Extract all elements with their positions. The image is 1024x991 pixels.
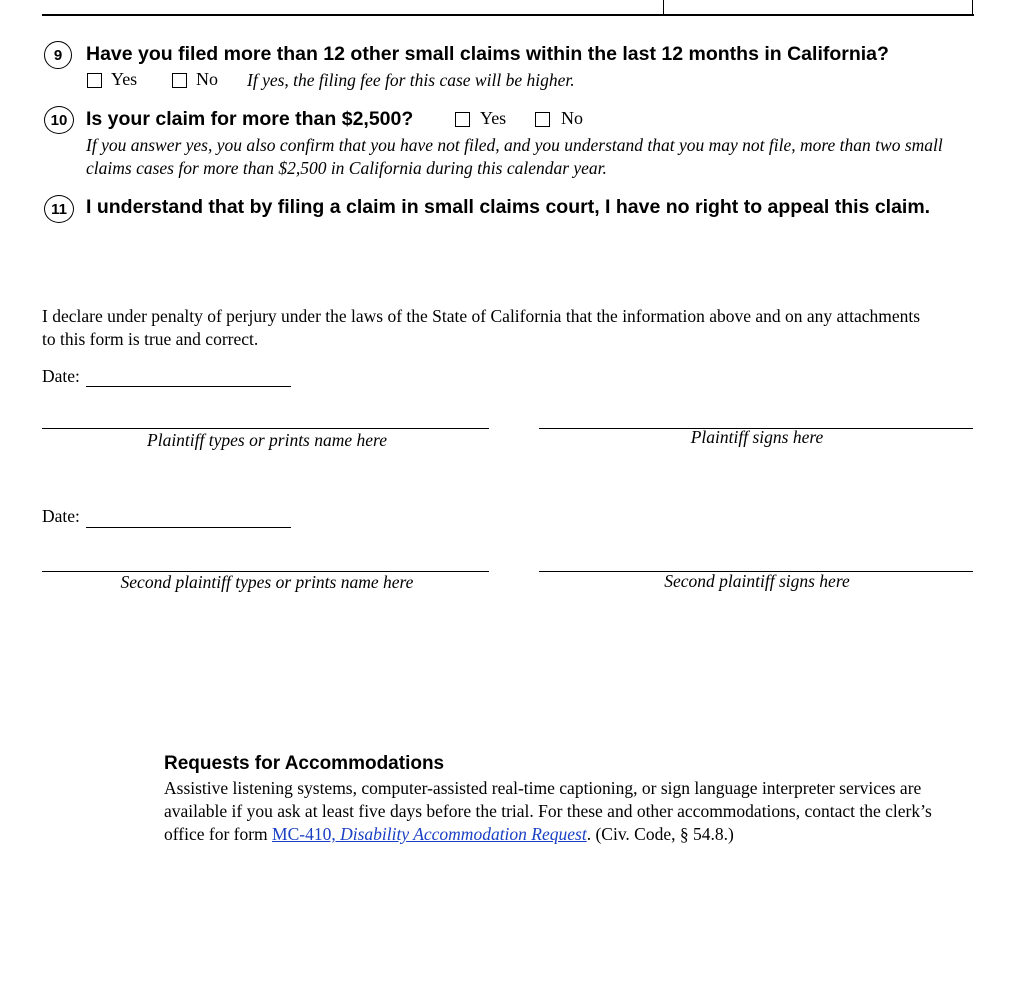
q10-no-checkbox[interactable]	[535, 112, 550, 127]
accommodations-title: Requests for Accommodations	[164, 753, 445, 774]
accommodations-text: Assistive listening systems, computer-assisted real-time captioning, or sign language interpreter services are available if you ask at least five days before the trial. For these and other accommodations, contact the clerk’s office for form	[164, 778, 932, 844]
declaration-text: I declare under penalty of perjury under the laws of the State of California that the information above and on any attachments to this form is true and correct.	[42, 306, 921, 349]
mc-410-code: MC-410,	[272, 824, 341, 844]
q9-no-label: No	[196, 69, 218, 89]
second-date-field[interactable]	[86, 527, 291, 528]
top-table-divider	[663, 0, 664, 15]
second-plaintiff-name-caption: Second plaintiff types or prints name here	[120, 572, 414, 592]
q9-yes-checkbox[interactable]	[87, 73, 102, 88]
q10-yes-label: Yes	[480, 108, 507, 128]
question-10-text: Is your claim for more than $2,500?	[86, 108, 414, 130]
accommodations-body	[164, 777, 964, 846]
plaintiff-name-caption: Plaintiff types or prints name here	[147, 430, 387, 450]
mc-410-title: Disability Accommodation Request	[340, 824, 587, 844]
question-11-number: 11	[44, 195, 74, 223]
second-plaintiff-signature-caption: Second plaintiff signs here	[664, 571, 850, 591]
civ-code-citation: . (Civ. Code, § 54.8.)	[586, 824, 734, 844]
q10-no-label: No	[561, 108, 583, 128]
q9-yes-label: Yes	[111, 69, 138, 89]
question-9-text: Have you filed more than 12 other small claims within the last 12 months in California?	[86, 43, 889, 65]
q9-note: If yes, the filing fee for this case will be higher.	[247, 70, 575, 90]
plaintiff-name-field[interactable]	[42, 428, 489, 429]
question-11-text: I understand that by filing a claim in small claims court, I have no right to appeal this claim.	[86, 196, 931, 218]
q10-note: If you answer yes, you also confirm that you have not filed, and you understand that you may not file, more than two small claims cases for more than $2,500 in California during this calendar year.	[86, 135, 943, 178]
mc-410-link[interactable]	[272, 824, 587, 844]
q10-yes-checkbox[interactable]	[455, 112, 470, 127]
top-table-divider	[972, 0, 973, 15]
date-label: Date:	[42, 506, 80, 526]
top-table-border	[42, 14, 974, 16]
q9-no-checkbox[interactable]	[172, 73, 187, 88]
date-field[interactable]	[86, 386, 291, 387]
question-10-number: 10	[44, 106, 74, 134]
date-label: Date:	[42, 366, 80, 386]
question-9-number: 9	[44, 41, 72, 69]
plaintiff-signature-caption: Plaintiff signs here	[690, 427, 824, 447]
